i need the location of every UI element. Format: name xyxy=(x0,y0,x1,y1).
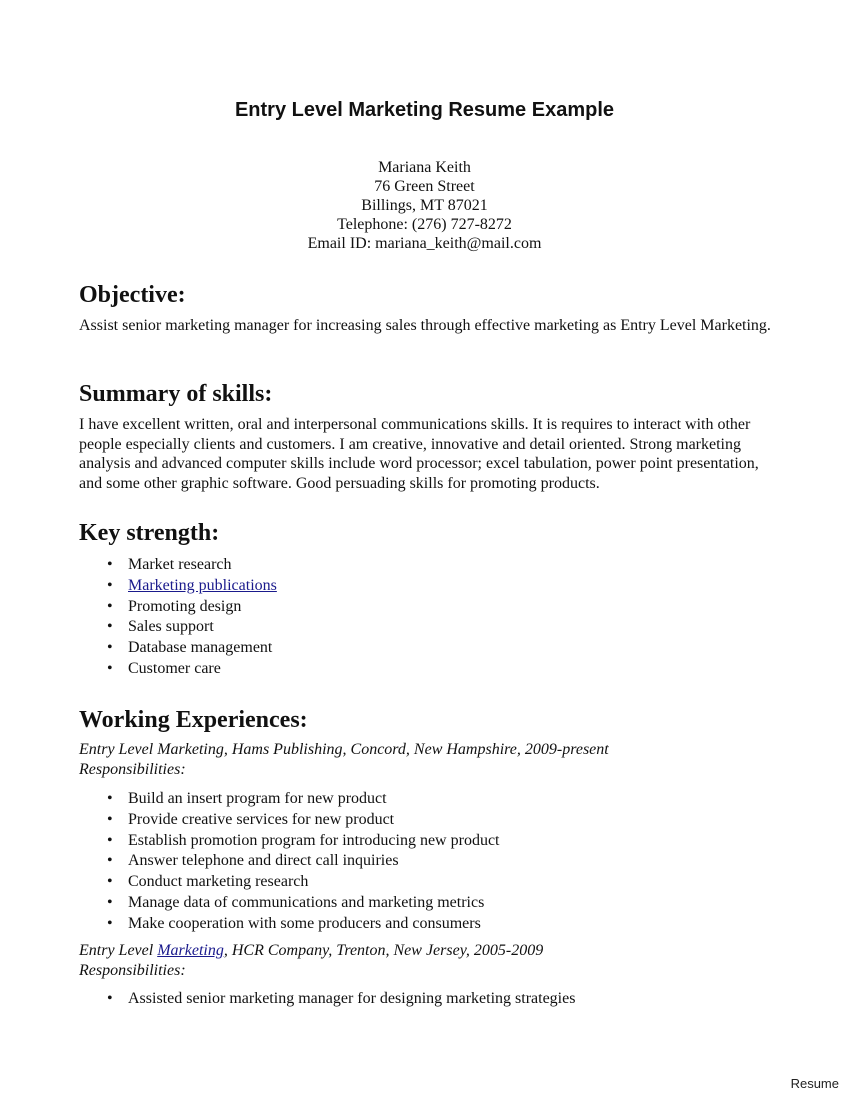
responsibilities-label-2: Responsibilities: xyxy=(79,962,186,979)
bullet-icon: • xyxy=(107,790,113,807)
list-item-text: Manage data of communications and marketing metrics xyxy=(128,893,485,911)
marketing-publications-link[interactable]: Marketing publications xyxy=(128,576,277,594)
objective-text: Assist senior marketing manager for increasing sales through effective marketing as Entry Level Marketing. xyxy=(79,317,771,334)
experience-heading: Working Experiences: xyxy=(79,707,308,733)
bullet-icon: • xyxy=(107,597,113,615)
list-item xyxy=(79,914,499,935)
list-item-text: Promoting design xyxy=(128,597,242,615)
contact-block xyxy=(0,158,849,253)
job-title-1: Entry Level Marketing, Hams Publishing, Concord, New Hampshire, 2009-present xyxy=(79,741,609,758)
job-title-2-suffix: , HCR Company, Trenton, New Jersey, 2005-2009 xyxy=(223,942,544,959)
contact-name: Mariana Keith xyxy=(378,159,471,176)
list-item xyxy=(79,989,575,1010)
bullet-icon: • xyxy=(107,618,113,636)
bullet-icon: • xyxy=(107,556,113,573)
contact-city: Billings, MT 87021 xyxy=(361,197,488,214)
list-item-text: Sales support xyxy=(128,618,214,636)
list-item-text: Make cooperation with some producers and consumers xyxy=(128,914,481,932)
document-title: Entry Level Marketing Resume Example xyxy=(234,99,615,121)
marketing-link[interactable]: Marketing xyxy=(157,942,224,959)
list-item xyxy=(79,555,277,576)
bullet-icon: • xyxy=(107,990,113,1007)
list-item-text: Conduct marketing research xyxy=(128,873,309,891)
bullet-icon: • xyxy=(107,639,113,657)
bullet-icon: • xyxy=(107,873,113,891)
list-item-text: Market research xyxy=(128,556,232,573)
summary-text: I have excellent written, oral and interpersonal communications skills. It is requires to interact with other people especially clients and customers. I am creative, innovative and detail oriented. Strong marketing analysis and advanced computer skills include word processor; excel tabulation, power point presentation, and some other graphic software. Good persuading skills for promoting products. xyxy=(79,416,759,492)
key-strength-list xyxy=(79,555,277,680)
responsibilities-label-1: Responsibilities: xyxy=(79,761,186,778)
list-item-text: Build an insert program for new product xyxy=(128,790,387,807)
contact-street: 76 Green Street xyxy=(374,178,475,195)
contact-email: Email ID: mariana_keith@mail.com xyxy=(307,235,542,252)
list-item xyxy=(79,789,499,810)
list-item xyxy=(79,576,277,597)
list-item-text: Establish promotion program for introducing new product xyxy=(128,831,500,849)
list-item-text: Customer care xyxy=(128,659,221,677)
footer-resume-label: Resume xyxy=(790,1076,839,1091)
list-item-text: Database management xyxy=(128,639,273,657)
bullet-icon: • xyxy=(107,893,113,911)
bullet-icon: • xyxy=(107,659,113,677)
list-item xyxy=(79,597,277,618)
job-header-2 xyxy=(79,941,543,981)
key-strength-heading: Key strength: xyxy=(79,520,220,546)
list-item xyxy=(79,851,499,872)
list-item xyxy=(79,659,277,680)
list-item xyxy=(79,893,499,914)
summary-heading: Summary of skills: xyxy=(79,381,273,407)
objective-heading: Objective: xyxy=(79,282,186,308)
bullet-icon: • xyxy=(107,810,113,828)
job-header-1 xyxy=(79,740,609,780)
job-2-responsibilities xyxy=(79,989,575,1010)
list-item xyxy=(79,638,277,659)
bullet-icon: • xyxy=(107,852,113,870)
list-item-text: Provide creative services for new product xyxy=(128,810,395,828)
list-item xyxy=(79,872,499,893)
job-title-2-prefix: Entry Level xyxy=(79,942,158,959)
list-item-text: Assisted senior marketing manager for designing marketing strategies xyxy=(128,990,576,1007)
list-item-text: Answer telephone and direct call inquiries xyxy=(128,852,399,870)
job-1-responsibilities xyxy=(79,789,499,935)
list-item xyxy=(79,810,499,831)
job-title-2 xyxy=(79,941,543,961)
bullet-icon: • xyxy=(107,831,113,849)
list-item xyxy=(79,831,499,852)
bullet-icon: • xyxy=(107,576,113,594)
list-item xyxy=(79,617,277,638)
bullet-icon: • xyxy=(107,914,113,932)
contact-telephone: Telephone: (276) 727-8272 xyxy=(337,216,512,233)
